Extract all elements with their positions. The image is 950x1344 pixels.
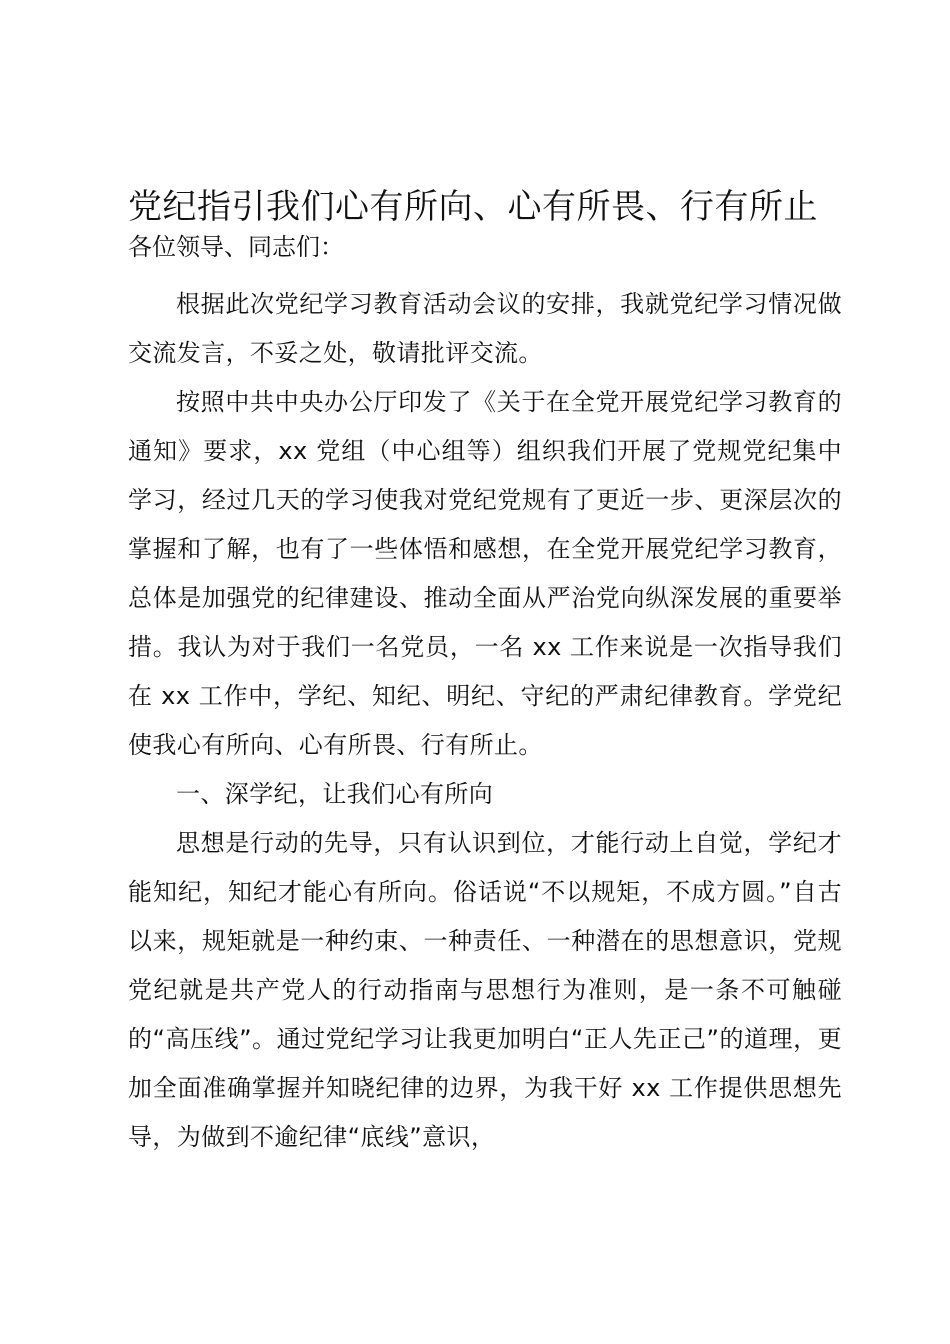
document-title: 党纪指引我们心有所向、心有所畏、行有所止 [128, 187, 818, 227]
document-body [128, 182, 842, 1162]
salutation: 各位领导、同志们： [128, 233, 344, 261]
section-paragraph: 思想是行动的先导，只有认识到位，才能行动上自觉，学纪才能知纪，知纪才能心有所向。俗话说“不以规矩，不成方圆。”自古以来，规矩就是一种约束、一种责任、一种潜在的思想意识，党规党纪就是共产党人的行动指南与思想行为准则，是一条不可触碰的“高压线”。通过党纪学习让我更加明白“正人先正己”的道理，更加全面准确掌握并知晓纪律的边界，为我干好 xx 工作提供思想先导，为做到不逾纪律“底线”意识， [128, 829, 842, 1151]
paragraph-intro: 根据此次党纪学习教育活动会议的安排，我就党纪学习情况做交流发言，不妥之处，敬请批评交流。 [128, 290, 842, 367]
paragraph-background: 按照中共中央办公厅印发了《关于在全党开展党纪学习教育的通知》要求，xx 党组（中心组等）组织我们开展了党规党纪集中学习，经过几天的学习使我对党纪党规有了更近一步、更深层次的掌握和了解，也有了一些体悟和感想，在全党开展党纪学习教育，总体是加强党的纪律建设、推动全面从严治党向纵深发展的重要举措。我认为对于我们一名党员，一名 xx 工作来说是一次指导我们在 xx 工作中，学纪、知纪、明纪、守纪的严肃纪律教育。学党纪使我心有所向、心有所畏、行有所止。 [128, 388, 842, 759]
section-heading: 一、深学纪，让我们心有所向 [176, 780, 494, 808]
